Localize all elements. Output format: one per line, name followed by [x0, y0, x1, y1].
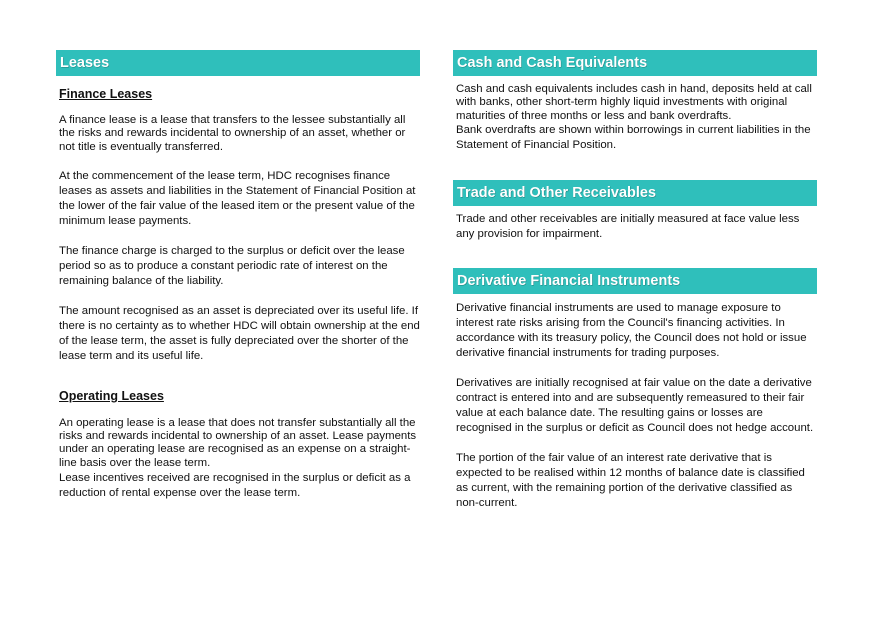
- left-column: [56, 50, 420, 501]
- operating-lease-paragraph-2: Lease incentives received are recognised in the surplus or deficit as a reduction of rental expense over the lease term.: [59, 472, 411, 500]
- cash-paragraph-2: Bank overdrafts are shown within borrowings in current liabilities in the Statement of Financial Position.: [456, 123, 811, 151]
- derivative-paragraph-1: Derivative financial instruments are used to manage exposure to interest rate risks arising from the Council's financing activities. In accordance with its treasury policy, the Council does not hold or issue derivative financial instruments for trading purposes.: [456, 301, 807, 359]
- derivative-paragraph-2: Derivatives are initially recognised at fair value on the date a derivative contract is entered into and are subsequently remeasured to their fair value at each balance date. The resulting gains or losses are recognised in the surplus or deficit as Council does not hedge account.: [456, 376, 814, 434]
- finance-lease-paragraph-2: At the commencement of the lease term, HDC recognises finance leases as assets and liabilities in the Statement of Financial Position at the lower of the fair value of the leased item or the present value of the minimum lease payments.: [59, 169, 416, 227]
- finance-lease-paragraph-1: A finance lease is a lease that transfers to the lessee substantially all the risks and rewards incidental to ownership of an asset, whether or not title is eventually transferred.: [59, 114, 406, 153]
- finance-lease-paragraph-3: The finance charge is charged to the surplus or deficit over the lease period so as to produce a constant periodic rate of interest on the remaining balance of the liability.: [59, 244, 405, 287]
- leases-header: Leases: [56, 50, 420, 76]
- derivative-instruments-header: Derivative Financial Instruments: [453, 268, 817, 294]
- trade-receivables-header: Trade and Other Receivables: [453, 180, 817, 206]
- cash-equivalents-header: Cash and Cash Equivalents: [453, 50, 817, 76]
- finance-leases-heading: Finance Leases: [59, 87, 153, 101]
- operating-lease-paragraph-1: An operating lease is a lease that does not transfer substantially all the risks and rewards incidental to ownership of an asset. Lease payments under an operating lease are recognised as an expense on a straight-line basis over the lease term.: [59, 416, 417, 469]
- right-column: [453, 50, 817, 511]
- finance-lease-paragraph-4: The amount recognised as an asset is depreciated over its useful life. If there is no certainty as to whether HDC will obtain ownership at the end of the lease term, the asset is fully depreciated over the shorter of the lease term and its useful life.: [59, 304, 420, 362]
- cash-paragraph-1: Cash and cash equivalents includes cash in hand, deposits held at call with banks, other short-term highly liquid investments with original maturities of three months or less and bank overdrafts.: [456, 83, 812, 122]
- operating-leases-heading: Operating Leases: [59, 388, 164, 403]
- trade-paragraph-1: Trade and other receivables are initially measured at face value less any provision for impairment.: [456, 212, 800, 240]
- derivative-paragraph-3: The portion of the fair value of an interest rate derivative that is expected to be realised within 12 months of balance date is classified as current, with the remaining portion of the derivative classified as non-current.: [456, 451, 805, 509]
